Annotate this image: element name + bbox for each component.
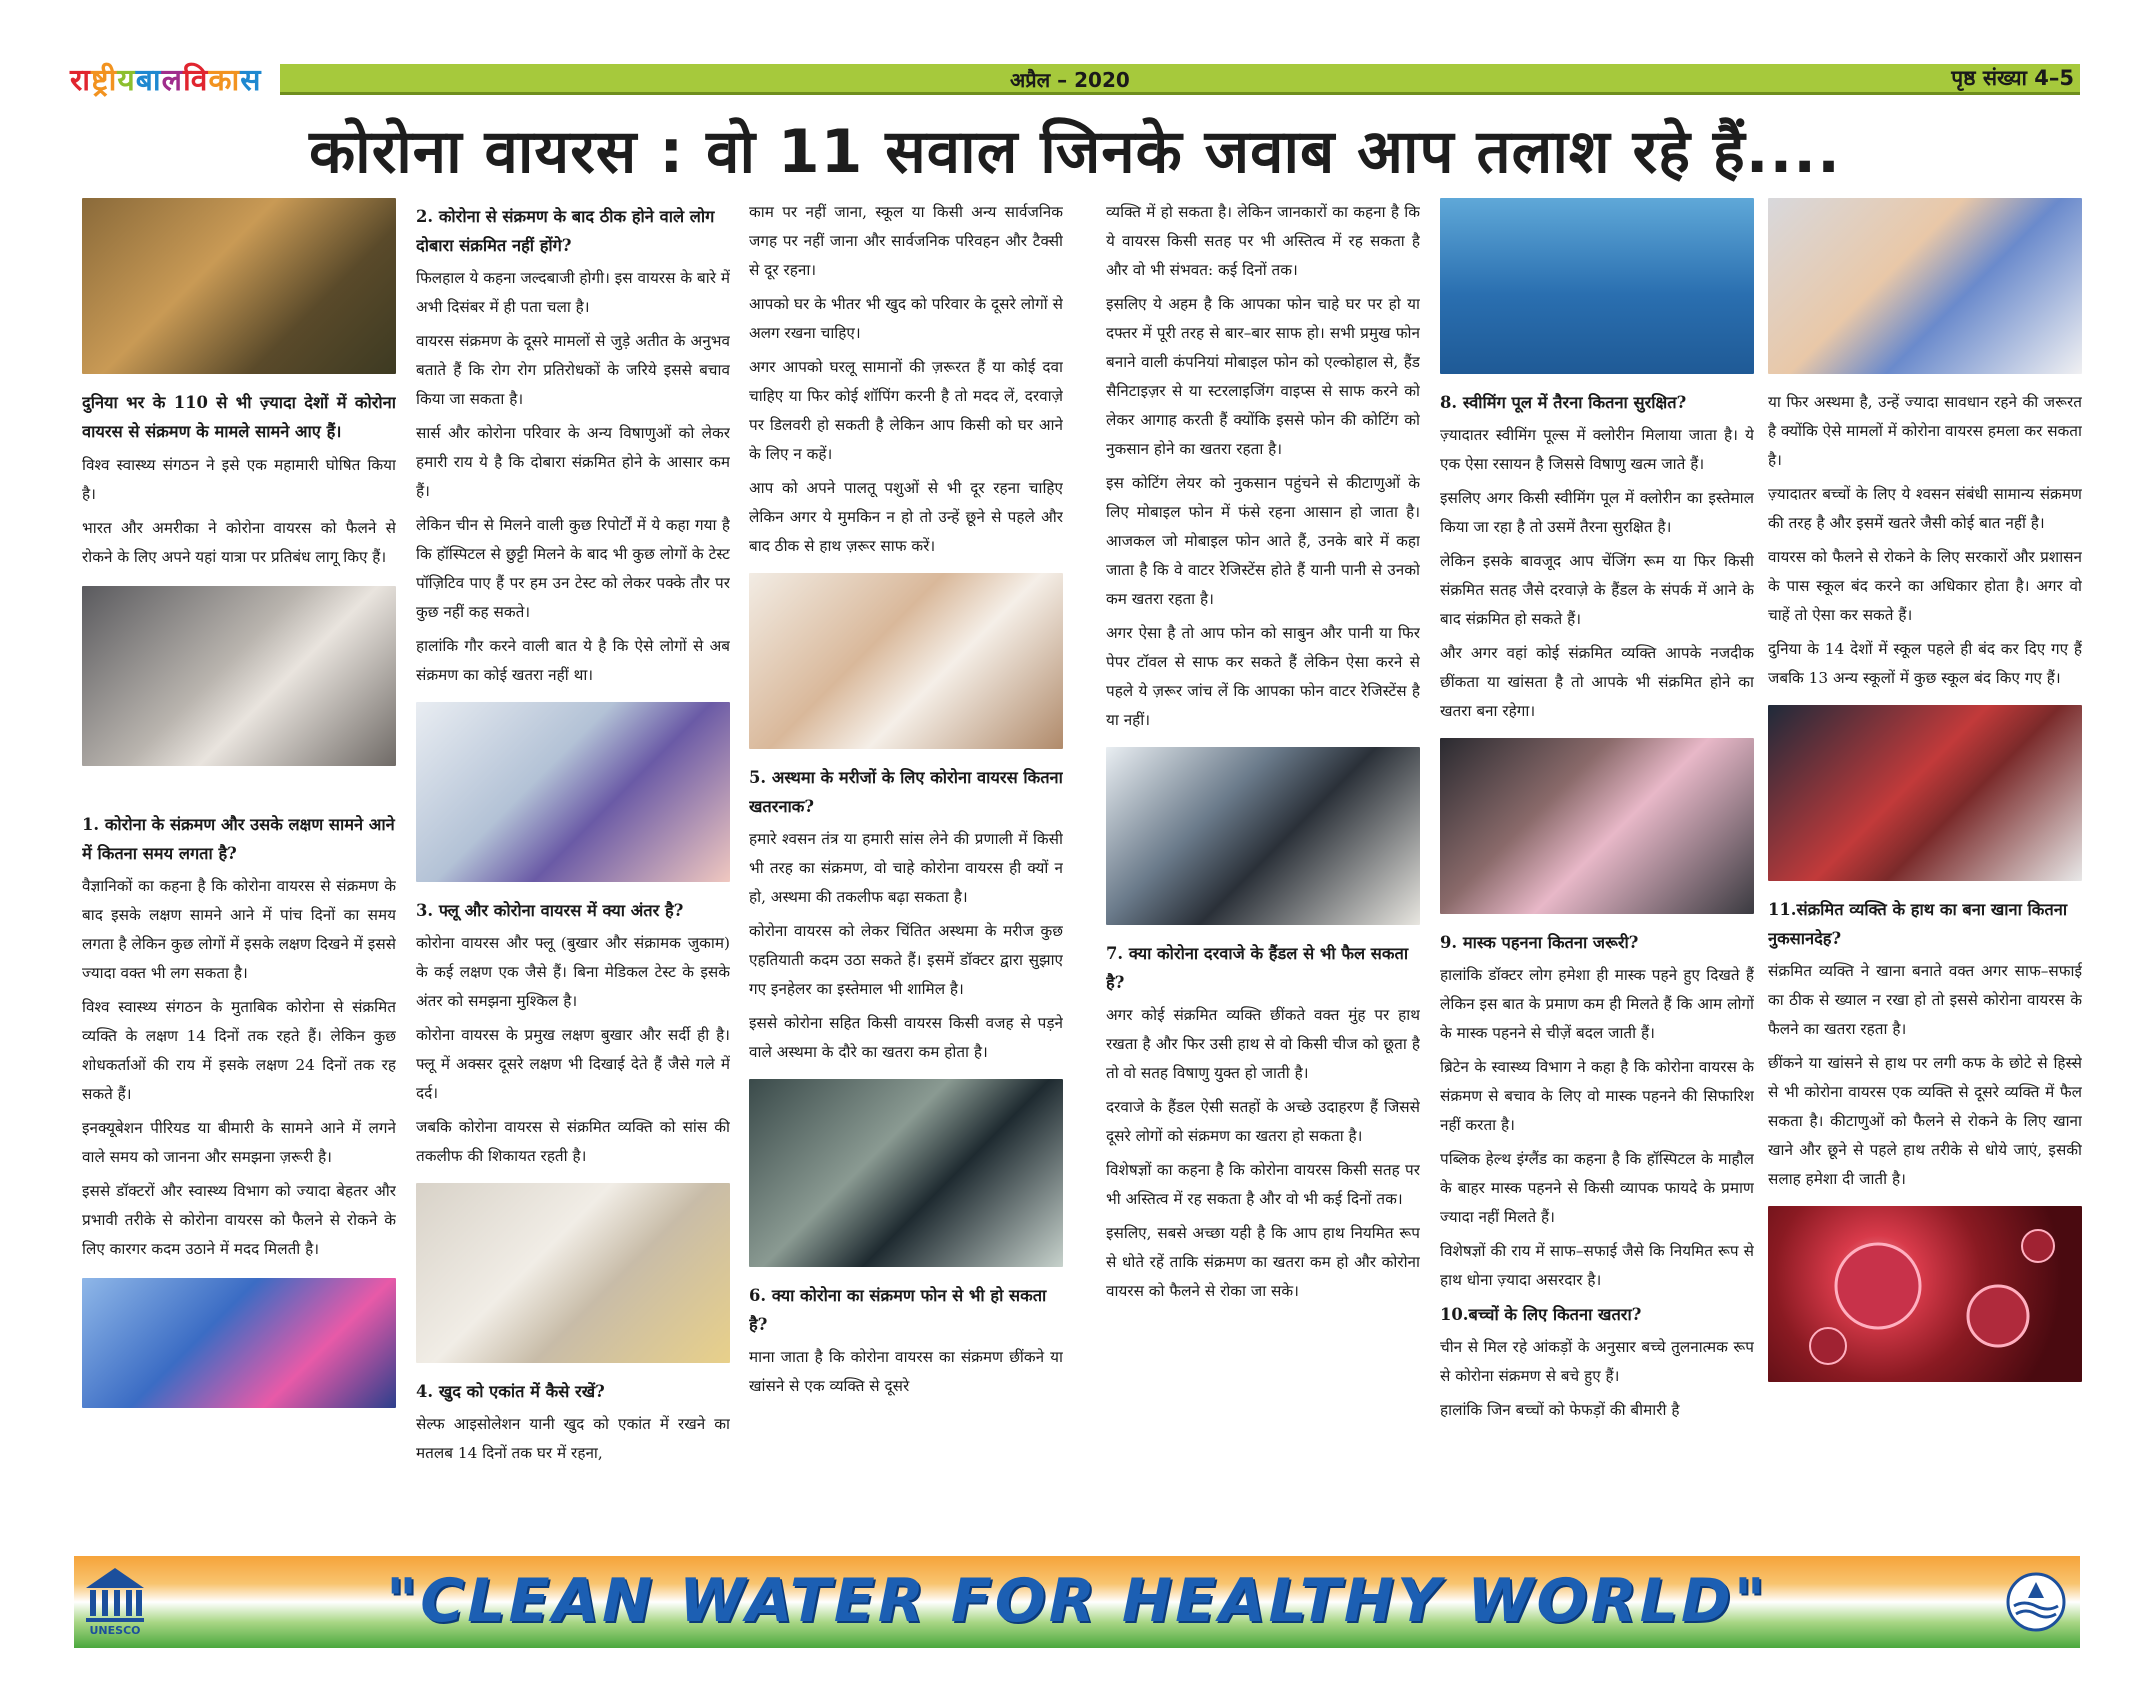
paragraph: विशेषज्ञों का कहना है कि कोरोना वायरस किसी सतह पर भी अस्तित्व में रह सकता है और वो भी कई दिनों तक। — [1106, 1161, 1420, 1208]
paragraph: सेल्फ आइसोलेशन यानी खुद को एकांत में रखने का मतलब 14 दिनों तक घर में रहना, — [416, 1415, 730, 1462]
photo-lab-scientist — [416, 702, 730, 882]
brand-letter: बा — [135, 63, 162, 98]
photo-woman-sneezing — [82, 586, 396, 766]
masthead-bar — [280, 64, 2080, 95]
question-9-heading: 9. मास्क पहनना कितना जरूरी? — [1440, 933, 1639, 952]
paragraph: पब्लिक हेल्थ इंग्लैंड का कहना है कि हॉस्पिटल के माहौल के बाहर मास्क पहनने से किसी व्यापक फायदे के प्रमाण ज्यादा नहीं मिलते हैं। — [1440, 1150, 1754, 1226]
paragraph: काम पर नहीं जाना, स्कूल या किसी अन्य सार्वजनिक जगह पर नहीं जाना और सार्वजनिक परिवहन और टैक्सी से दूर रहना। — [749, 203, 1063, 279]
photo-sick-woman-bed — [416, 1183, 730, 1363]
question-11-heading: 11.संक्रमित व्यक्ति के हाथ का बना खाना कितना नुकसानदेह? — [1768, 900, 2068, 948]
paragraph: दुनिया के 14 देशों में स्कूल पहले ही बंद कर दिए गए हैं जबकि 13 अन्य स्कूलों में कुछ स्कूल बंद किए गए हैं। — [1768, 640, 2082, 687]
page-headline: कोरोना वायरस : वो 11 सवाल जिनके जवाब आप तलाश रहे हैं.... — [309, 117, 1841, 187]
paragraph: वायरस संक्रमण के दूसरे मामलों से जुड़े अतीत के अनुभव बताते हैं कि रोग रोग प्रतिरोधकों के जरिये इससे बचाव किया जा सकता है। — [416, 332, 730, 408]
brand-letter: य — [117, 63, 136, 98]
question-8-heading: 8. स्वीमिंग पूल में तैरना कितना सुरक्षित? — [1440, 393, 1687, 412]
water-globe-logo — [2004, 1570, 2068, 1634]
question-3-heading: 3. फ्लू और कोरोना वायरस में क्या अंतर है? — [416, 901, 684, 920]
brand-letter: स — [240, 63, 262, 98]
paragraph: वायरस को फैलने से रोकने के लिए सरकारों और प्रशासन के पास स्कूल बंद करने का अधिकार होता है। अगर वो चाहें तो ऐसा कर सकते हैं। — [1768, 548, 2082, 624]
paragraph: इसलिए अगर किसी स्वीमिंग पूल में क्लोरीन का इस्तेमाल किया जा रहा है तो उसमें तैरना सुरक्षित है। — [1440, 489, 1754, 536]
brand-letter: का — [208, 63, 241, 98]
photo-dogs-masks — [1768, 705, 2082, 881]
brand-letter: वि — [183, 63, 209, 98]
paragraph: अगर ऐसा है तो आप फोन को साबुन और पानी या फिर पेपर टॉवल से साफ कर सकते हैं लेकिन ऐसा करने से पहले ये ज़रूर जांच लें कि आपका फोन वाटर रेजिस्टेंस है या नहीं। — [1106, 624, 1420, 729]
paragraph: वैज्ञानिकों का कहना है कि कोरोना वायरस से संक्रमण के बाद इसके लक्षण सामने आने में पांच दिनों का समय लगता है लेकिन कुछ लोगों में इसके लक्षण दिखने में इससे ज्यादा वक्त भी लग सकता है। — [82, 877, 396, 982]
column-3 — [749, 198, 1063, 1543]
paragraph: हालांकि जिन बच्चों को फेफड़ों की बीमारी है — [1440, 1401, 1680, 1419]
paragraph: इस कोटिंग लेयर को नुकसान पहुंचने से कीटाणुओं के लिए मोबाइल फोन में फंसे रहना आसान हो जाता है। आजकल जो मोबाइल फोन आते हैं, उनके बारे में कहा जाता है कि वे वाटर रेजिस्टेंस होते हैं यानी पानी से उनको कम खतरा रहता है। — [1106, 474, 1420, 608]
paragraph: इनक्यूबेशन पीरियड या बीमारी के सामने आने में लगने वाले समय को जानना और समझना ज़रूरी है। — [82, 1119, 396, 1166]
brand-logo — [70, 58, 262, 99]
brand-letter: ष्ट्री — [91, 63, 118, 98]
footer-banner — [74, 1556, 2080, 1648]
footer-slogan: "CLEAN WATER FOR HEALTHY WORLD" — [386, 1566, 1768, 1636]
paragraph: आप को अपने पालतू पशुओं से भी दूर रहना चाहिए लेकिन अगर ये मुमकिन न हो तो उन्हें छूने से पहले और बाद ठीक से हाथ ज़रूर साफ करें। — [749, 479, 1063, 555]
paragraph: हालांकि गौर करने वाली बात ये है कि ऐसे लोगों से अब संक्रमण का कोई खतरा नहीं था। — [416, 637, 730, 684]
unesco-logo-text: UNESCO — [89, 1624, 141, 1637]
paragraph: व्यक्ति में हो सकता है। लेकिन जानकारों का कहना है कि ये वायरस किसी सतह पर भी अस्तित्व में रह सकता है और वो भी संभवत: कई दिनों तक। — [1106, 203, 1420, 279]
photo-commuters-phones — [749, 1079, 1063, 1267]
brand-letter: रा — [70, 63, 92, 98]
question-6-heading: 6. क्या कोरोना का संक्रमण फोन से भी हो सकता है? — [749, 1286, 1047, 1334]
paragraph: विश्व स्वास्थ्य संगठन के मुताबिक कोरोना से संक्रमित व्यक्ति के लक्षण 14 दिनों तक रहते हैं। लेकिन कुछ शोधकर्ताओं की राय में इसके लक्षण 24 दिनों तक रह सकते हैं। — [82, 998, 396, 1103]
photo-woman-inhaler — [82, 198, 396, 374]
brand-letter: ल — [161, 63, 183, 98]
paragraph: दरवाजे के हैंडल ऐसी सतहों के अच्छे उदाहरण हैं जिससे दूसरे लोगों को संक्रमण का खतरा हो सकता है। — [1106, 1098, 1420, 1145]
paragraph: जबकि कोरोना वायरस से संक्रमित व्यक्ति को सांस की तकलीफ की शिकायत रहती है। — [416, 1118, 730, 1165]
paragraph: भारत और अमरीका ने कोरोना वायरस को फैलने से रोकने के लिए अपने यहां यात्रा पर प्रतिबंध लागू किए हैं। — [82, 519, 396, 566]
photo-lab-test-tubes — [82, 1278, 396, 1408]
question-1-heading: 1. कोरोना के संक्रमण और उसके लक्षण सामने आने में कितना समय लगता है? — [82, 815, 395, 863]
photo-office-laptops — [1106, 747, 1420, 925]
masthead — [70, 56, 2080, 96]
paragraph: कोरोना वायरस और फ्लू (बुखार और संक्रामक जुकाम) के कई लक्षण एक जैसे हैं। बिना मेडिकल टेस्ट के इसके अंतर को समझना मुश्किल है। — [416, 934, 730, 1010]
paragraph: कोरोना वायरस को लेकर चिंतित अस्थमा के मरीज कुछ एहतियाती कदम उठा सकते हैं। इसमें डॉक्टर द्वारा सुझाए गए इनहेलर का इस्तेमाल भी शामिल है। — [749, 922, 1063, 998]
paragraph: ज़्यादातर बच्चों के लिए ये श्वसन संबंधी सामान्य संक्रमण की तरह है और इसमें खतरे जैसी कोई बात नहीं है। — [1768, 485, 2082, 532]
paragraph: चीन से मिल रहे आंकड़ों के अनुसार बच्चे तुलनात्मक रूप से कोरोना संक्रमण से बचे हुए हैं। — [1440, 1338, 1754, 1385]
issue-date: अप्रैल – 2020 — [1010, 68, 1130, 92]
paragraph: ब्रिटेन के स्वास्थ्य विभाग ने कहा है कि कोरोना वायरस के संक्रमण से बचाव के लिए वो मास्क पहनने की सिफारिश नहीं करता है। — [1440, 1058, 1754, 1134]
question-10-heading: 10.बच्चों के लिए कितना खतरा? — [1440, 1305, 1642, 1324]
question-5-heading: 5. अस्थमा के मरीजों के लिए कोरोना वायरस कितना खतरनाक? — [749, 768, 1063, 816]
paragraph: आपको घर के भीतर भी खुद को परिवार के दूसरे लोगों से अलग रखना चाहिए। — [749, 295, 1063, 342]
paragraph: हालांकि डॉक्टर लोग हमेशा ही मास्क पहने हुए दिखते हैं लेकिन इस बात के प्रमाण कम ही मिलते हैं कि आम लोगों के मास्क पहनने से चीज़ें बदल जाती हैं। — [1440, 966, 1754, 1042]
paragraph: संक्रमित व्यक्ति ने खाना बनाते वक्त अगर साफ–सफाई का ठीक से ख्याल न रखा हो तो इससे कोरोना वायरस के फैलने का खतरा रहता है। — [1768, 962, 2082, 1038]
photo-woman-coughing — [749, 573, 1063, 749]
photo-coronavirus-illustration — [1768, 1206, 2082, 1382]
paragraph: हमारे श्वसन तंत्र या हमारी सांस लेने की प्रणाली में किसी भी तरह का संक्रमण, वो चाहे कोरोना वायरस ही क्यों न हो, अस्थमा की तकलीफ बढ़ा सकता है। — [749, 830, 1063, 906]
paragraph: या फिर अस्थमा है, उन्हें ज्यादा सावधान रहने की जरूरत है क्योंकि ऐसे मामलों में कोरोना वायरस हमला कर सकता है। — [1768, 393, 2082, 469]
paragraph: लेकिन इसके बावजूद आप चेंजिंग रूम या फिर किसी संक्रमित सतह जैसे दरवाज़े के हैंडल के संपर्क में आने के बाद संक्रमित हो सकते हैं। — [1440, 552, 1754, 628]
paragraph: अगर आपको घरलू सामानों की ज़रूरत हैं या कोई दवा चाहिए या फिर कोई शॉपिंग करनी है तो मदद लें, दरवाज़े पर डिलवरी हो सकती है लेकिन आप किसी को घर आने के लिए न कहें। — [749, 358, 1063, 463]
question-4-heading: 4. खुद को एकांत में कैसे रखें? — [416, 1382, 605, 1401]
paragraph: इससे कोरोना सहित किसी वायरस किसी वजह से पड़ने वाले अस्थमा के दौरे का खतरा कम होता है। — [749, 1014, 1063, 1061]
column-2 — [416, 198, 730, 1543]
question-7-heading: 7. क्या कोरोना दरवाजे के हैंडल से भी फैल सकता है? — [1106, 944, 1409, 992]
intro-lead: दुनिया भर के 110 से भी ज़्यादा देशों में कोरोना वायरस से संक्रमण के मामले सामने आए हैं। — [82, 393, 396, 441]
question-2-heading: 2. कोरोना से संक्रमण के बाद ठीक होने वाले लोग दोबारा संक्रमित नहीं होंगे? — [416, 207, 715, 255]
photo-woman-mask — [1440, 738, 1754, 914]
column-4 — [1106, 198, 1420, 1543]
column-1 — [82, 198, 396, 1543]
paragraph: विशेषज्ञों की राय में साफ–सफाई जैसे कि नियमित रूप से हाथ धोना ज़्यादा असरदार है। — [1440, 1242, 1754, 1289]
page-number: पृष्ठ संख्या 4–5 — [1951, 66, 2074, 90]
paragraph: माना जाता है कि कोरोना वायरस का संक्रमण छींकने या खांसने से एक व्यक्ति से दूसरे — [749, 1348, 1063, 1395]
paragraph: इसलिए, सबसे अच्छा यही है कि आप हाथ नियमित रूप से धोते रहें ताकि संक्रमण का खतरा कम हो और कोरोना वायरस को फैलने से रोका जा सके। — [1106, 1224, 1420, 1300]
paragraph: फिलहाल ये कहना जल्दबाजी होगी। इस वायरस के बारे में अभी दिसंबर में ही पता चला है। — [416, 269, 730, 316]
virus-particles-icon — [1768, 1206, 2082, 1382]
column-6 — [1768, 198, 2082, 1543]
column-5 — [1440, 198, 1754, 1543]
paragraph: इसलिए ये अहम है कि आपका फोन चाहे घर पर हो या दफ्तर में पूरी तरह से बार–बार साफ हो। सभी प्रमुख फोन बनाने वाली कंपनियां मोबाइल फोन को एल्कोहाल से, हैंड सैनिटाइज़र से या स्टरलाइजिंग वाइप्स से साफ करने को लेकर आगाह करती हैं क्योंकि इससे फोन की कोटिंग को नुकसान होने का खतरा रहता है। — [1106, 295, 1420, 458]
paragraph: लेकिन चीन से मिलने वाली कुछ रिपोर्टों में ये कहा गया है कि हॉस्पिटल से छुट्टी मिलने के बाद भी कुछ लोगों के टेस्ट पॉज़िटिव पाए हैं पर हम उन टेस्ट को लेकर पक्के तौर पर कुछ नहीं कह सकते। — [416, 516, 730, 621]
paragraph: छींकने या खांसने से हाथ पर लगी कफ के छोटे से हिस्से से भी कोरोना वायरस एक व्यक्ति से दूसरे व्यक्ति में फैल सकता है। कीटाणुओं को फैलने से रोकने के लिए खाना खाने और छूने से पहले हाथ तरीके से धोये जाएं, इसकी सलाह हमेशा दी जाती है। — [1768, 1054, 2082, 1188]
photo-swimmer-pool — [1440, 198, 1754, 374]
paragraph: इससे डॉक्टरों और स्वास्थ्य विभाग को ज्यादा बेहतर और प्रभावी तरीके से कोरोना वायरस को फैलने से रोकने के लिए कारगर कदम उठाने में मदद मिलती है। — [82, 1182, 396, 1258]
paragraph: कोरोना वायरस के प्रमुख लक्षण बुखार और सर्दी ही है। फ्लू में अक्सर दूसरे लक्षण भी दिखाई देते हैं जैसे गले में दर्द। — [416, 1026, 730, 1102]
paragraph: और अगर वहां कोई संक्रमित व्यक्ति आपके नजदीक छींकता या खांसता है तो आपके भी संक्रमित होने का खतरा बना रहेगा। — [1440, 644, 1754, 720]
paragraph: सार्स और कोरोना परिवार के अन्य विषाणुओं को लेकर हमारी राय ये है कि दोबारा संक्रमित होने के आसार कम हैं। — [416, 424, 730, 500]
photo-children-playing — [1768, 198, 2082, 374]
paragraph: अगर कोई संक्रमित व्यक्ति छींकते वक्त मुंह पर हाथ रखता है और फिर उसी हाथ से वो किसी चीज को छूता है तो वो सतह विषाणु युक्त हो जाती है। — [1106, 1006, 1420, 1082]
paragraph: विश्व स्वास्थ्य संगठन ने इसे एक महामारी घोषित किया है। — [82, 456, 396, 503]
paragraph: ज़्यादातर स्वीमिंग पूल्स में क्लोरीन मिलाया जाता है। ये एक ऐसा रसायन है जिससे विषाणु खत्म जाते हैं। — [1440, 426, 1754, 473]
